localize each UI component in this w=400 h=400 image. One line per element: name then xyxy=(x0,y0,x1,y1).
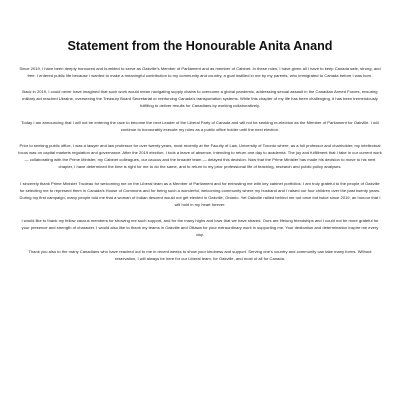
page-title: Statement from the Honourable Anita Anand xyxy=(67,39,333,53)
paragraph-thanks-canadians: Thank you also to the many Canadians who have reached out to me in recent weeks to show your kindness and support. Serving one’s country and community can take many forms. Without reservation, I will always be here for our Liberal team, for Oakville, and most of all for Canada. xyxy=(28,248,372,261)
paragraph-responsibilities: Back in 2019, I could never have imagined that such work would mean navigating supply chains to overcome a global pandemic, addressing sexual assault in the Canadian Armed Forces, ensuring military aid reached Ukraine, overseeing the Treasury Board Secretariat or reinforcing Canada’s transportation systems. While this chapter of my life has been challenging, it has been tremendously fulfilling to deliver results for Canadians by working collaboratively. xyxy=(22,89,378,109)
paragraph-thanks-caucus: I would like to thank my fellow caucus members for showing me such support, and for the many highs and lows that we have shared. Ours are lifelong friendships and I could not be more grateful for your presence and strength of character. I would also like to thank my teams in Oakville and Ottawa for your extraordinary work in supporting me. Your dedication and determination inspire me every day. xyxy=(21,218,379,238)
paragraph-thanks-pm-oakville: I sincerely thank Prime Minister Trudeau for welcoming me on the Liberal team as a Member of Parliament and for entrusting me with key cabinet portfolios. I am truly grateful to the people of Oakville for selecting me to represent them in Canada’s House of Commons and for being such a wonderful, welcoming community where my husband and I raised our four children over the past twenty years. During my first campaign, many people told me that a woman of Indian descent would not get elected in Oakville, Ontario. Yet Oakville rallied behind me not once but twice since 2019, an honour that I will hold in my heart forever. xyxy=(19,180,381,207)
paragraph-service-intro: Since 2019, I have been deeply honoured and humbled to serve as Oakville’s Member of Parliament and as member of Cabinet. In these roles, I have given all I have to keep Canada safe, strong, and free. I entered public life because I wanted to make a meaningful contribution to my community and country, a goal instilled in me by my parents, who immigrated to Canada before I was born. xyxy=(19,66,381,79)
paragraph-prior-career: Prior to seeking public office, I was a lawyer and law professor for over twenty years, most recently at the Faculty of Law, University of Toronto where, as a full professor and chairholder, my intellectual focus was on capital markets regulation and governance. After the 2019 election, I took a leave of absence, intending to return one day to academia. The joy and fulfillment that I take in our current work — collaborating with the Prime Minister, my Cabinet colleagues, our caucus and the broader team — delayed this decision. Now that the Prime Minister has made his decision to move to his next chapter, I have determined the time is right for me to do the same, and to return to my prior professional life of teaching, research and public policy analyses. xyxy=(18,143,382,170)
paragraph-announcement: Today I am announcing that I will not be entering the race to become the next Leader of the Liberal Party of Canada and will not be seeking re-election as the Member of Parliament for Oakville. I will continue to honourably execute my roles as a public office holder until the next election. xyxy=(21,119,379,132)
